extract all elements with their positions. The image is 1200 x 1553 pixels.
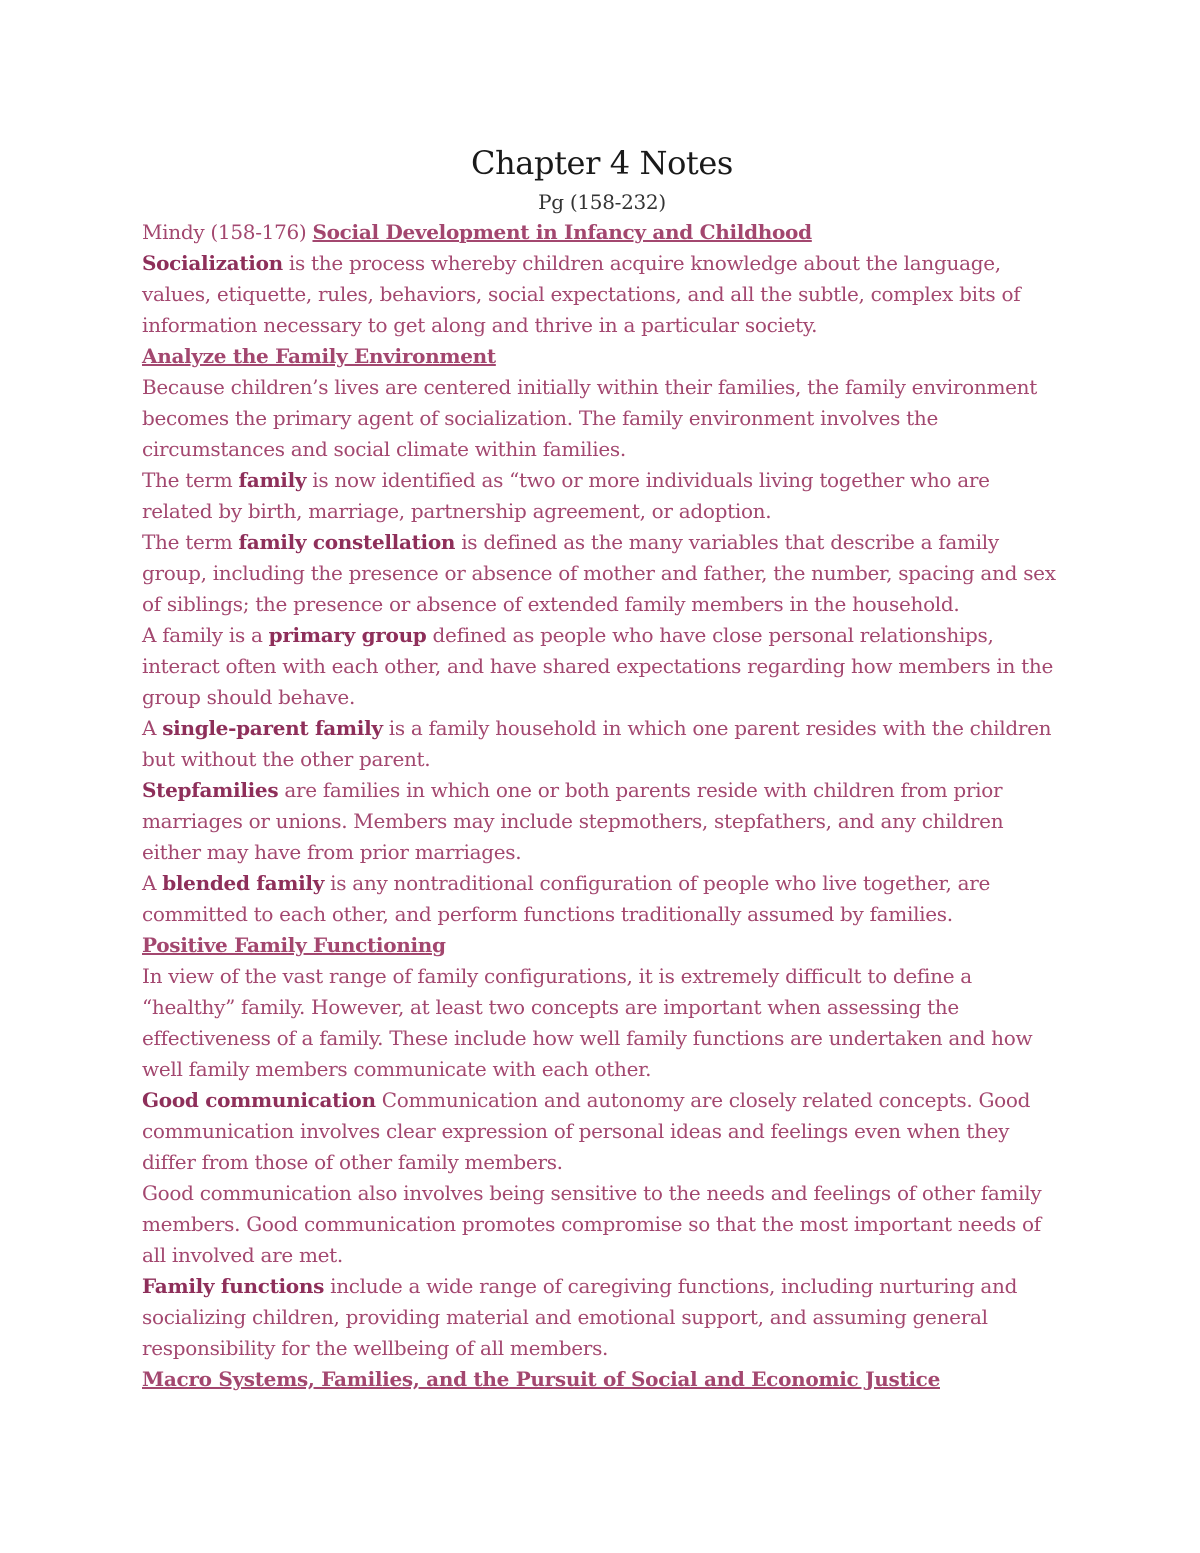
paragraph-communication-sensitivity: Good communication also involves being sensitive to the needs and feelings of other family members. Good communication promotes compromise so that the most important needs of all involved are met. xyxy=(142,1181,1042,1267)
paragraph-primary-group xyxy=(142,620,1062,713)
definition-text: defined as people who have close personal relationships, interact often with each other, and have shared expectations regarding how members in the group should behave. xyxy=(142,623,1054,709)
definition-text: include a wide range of caregiving functions, including nurturing and socializing children, providing material and emotional support, and assuming general responsibility for the wellbeing of all members. xyxy=(142,1274,1018,1360)
lead-text: A xyxy=(142,871,163,895)
author-label: Mindy (158-176) xyxy=(142,220,313,244)
document-page xyxy=(142,143,1062,1395)
heading-family-environment: Analyze the Family Environment xyxy=(142,344,496,368)
definition-text: is a family household in which one parent resides with the children but without the other parent. xyxy=(142,716,1052,771)
definition-text: are families in which one or both parents reside with children from prior marriages or unions. Members may include stepmothers, stepfathers, and any children either may have from prior marriages. xyxy=(142,778,1004,864)
term-single-parent-family: single-parent family xyxy=(162,716,383,740)
term-family-functions: Family functions xyxy=(142,1274,325,1298)
definition-text: is any nontraditional configuration of people who live together, are committed to each other, and perform functions traditionally assumed by families. xyxy=(142,871,990,926)
term-good-communication: Good communication xyxy=(142,1088,376,1112)
term-socialization: Socialization xyxy=(142,251,283,275)
section-heading: Social Development in Infancy and Childhood xyxy=(312,220,812,244)
definition-text: is defined as the many variables that describe a family group, including the presence or absence of mother and father, the number, spacing and sex of siblings; the presence or absence of extended family members in the household. xyxy=(142,530,1056,616)
paragraph-single-parent xyxy=(142,713,1062,775)
definition-text: is now identified as “two or more individuals living together who are related by birth, marriage, partnership agreement, or adoption. xyxy=(142,468,990,523)
definition-text: is the process whereby children acquire knowledge about the language, values, etiquette, rules, behaviors, social expectations, and all the subtle, complex bits of information necessary to get along and thrive in a particular society. xyxy=(142,251,1021,337)
paragraph-family xyxy=(142,465,1062,527)
lead-text: A xyxy=(142,716,163,740)
page-range: Pg (158-232) xyxy=(538,190,666,214)
term-family-constellation: family constellation xyxy=(238,530,456,554)
document-title: Chapter 4 Notes xyxy=(471,144,733,182)
paragraph-good-communication xyxy=(142,1085,1062,1178)
paragraph-family-environment: Because children’s lives are centered initially within their families, the family environment becomes the primary agent of socialization. The family environment involves the circumstances and social climate within families. xyxy=(142,375,1037,461)
paragraph-family-functions xyxy=(142,1271,1062,1364)
paragraph-family-constellation xyxy=(142,527,1062,620)
term-primary-group: primary group xyxy=(268,623,427,647)
paragraph-socialization xyxy=(142,248,1062,341)
heading-positive-family-functioning: Positive Family Functioning xyxy=(142,933,446,957)
heading-macro-systems: Macro Systems, Families, and the Pursuit of Social and Economic Justice xyxy=(142,1367,940,1391)
paragraph-healthy-family: In view of the vast range of family configurations, it is extremely difficult to define a “healthy” family. However, at least two concepts are important when assessing the effectiveness of a family. These include how well family functions are undertaken and how well family members communicate with each other. xyxy=(142,964,1033,1081)
term-family: family xyxy=(238,468,307,492)
definition-text: Communication and autonomy are closely related concepts. Good communication involves clear expression of personal ideas and feelings even when they differ from those of other family members. xyxy=(142,1088,1031,1174)
term-blended-family: blended family xyxy=(162,871,325,895)
paragraph-stepfamilies xyxy=(142,775,1062,868)
lead-text: A family is a xyxy=(142,623,269,647)
lead-text: The term xyxy=(142,468,239,492)
term-stepfamilies: Stepfamilies xyxy=(142,778,279,802)
paragraph-blended-family xyxy=(142,868,1062,930)
intro-line xyxy=(142,217,1062,248)
lead-text: The term xyxy=(142,530,239,554)
